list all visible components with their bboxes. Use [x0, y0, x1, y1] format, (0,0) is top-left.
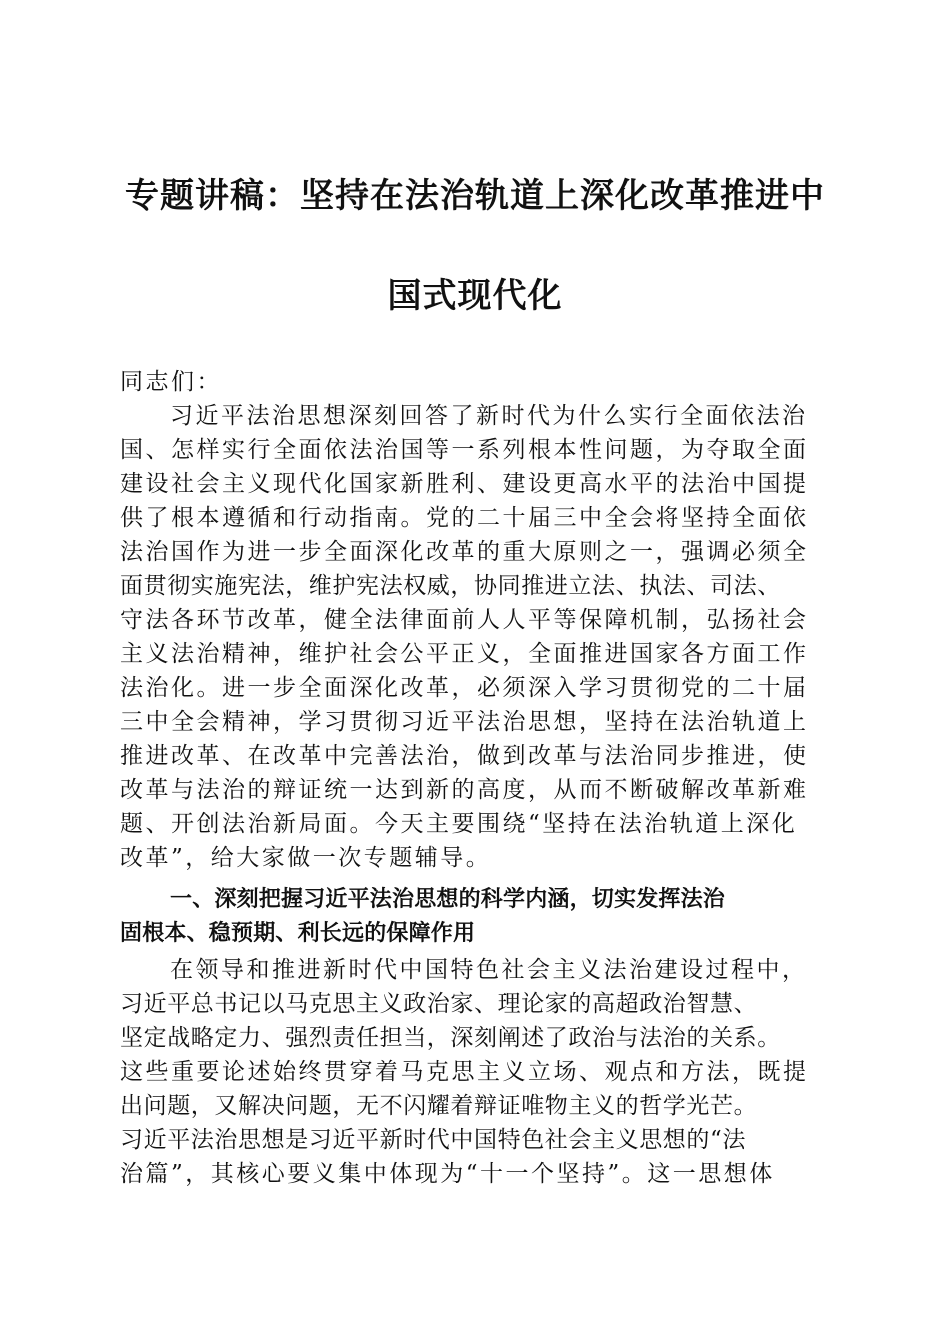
paragraph-line: 改革”，给大家做一次专题辅导。	[120, 845, 492, 871]
paragraph-line: 改革与法治的辩证统一达到新的高度，从而不断破解改革新难	[120, 777, 809, 803]
salutation: 同志们：	[120, 369, 222, 395]
document-title-line-1: 专题讲稿：坚持在法治轨道上深化改革推进中	[125, 176, 825, 216]
paragraph-line: 习近平法治思想是习近平新时代中国特色社会主义思想的“法	[120, 1127, 746, 1153]
document-title-line-2: 国式现代化	[387, 276, 563, 316]
paragraph-line: 主义法治精神，维护社会公平正义，全面推进国家各方面工作	[120, 641, 809, 667]
paragraph-line: 建设社会主义现代化国家新胜利、建设更高水平的法治中国提	[120, 471, 809, 497]
paragraph-line: 三中全会精神，学习贯彻习近平法治思想，坚持在法治轨道上	[120, 709, 809, 735]
paragraph-line: 面贯彻实施宪法，维护宪法权威，协同推进立法、执法、司法、	[120, 573, 781, 599]
paragraph-line: 法治国作为进一步全面深化改革的重大原则之一，强调必须全	[120, 539, 809, 565]
paragraph-line: 习近平总书记以马克思主义政治家、理论家的高超政治智慧、	[120, 991, 758, 1017]
paragraph-line: 推进改革、在改革中完善法治，做到改革与法治同步推进，使	[120, 743, 809, 769]
section-heading-line: 一、深刻把握习近平法治思想的科学内涵，切实发挥法治	[170, 887, 726, 912]
paragraph-line: 在领导和推进新时代中国特色社会主义法治建设过程中，	[170, 957, 808, 983]
paragraph-line: 治篇”，其核心要义集中体现为“十一个坚持”。这一思想体	[120, 1161, 775, 1187]
paragraph-line: 出问题，又解决问题，无不闪耀着辩证唯物主义的哲学光芒。	[120, 1093, 758, 1119]
paragraph-line: 守法各环节改革，健全法律面前人人平等保障机制，弘扬社会	[120, 607, 809, 633]
paragraph-line: 法治化。进一步全面深化改革，必须深入学习贯彻党的二十届	[120, 675, 809, 701]
paragraph-line: 这些重要论述始终贯穿着马克思主义立场、观点和方法，既提	[120, 1059, 809, 1085]
paragraph-line: 国、怎样实行全面依法治国等一系列根本性问题，为夺取全面	[120, 437, 809, 463]
paragraph-line: 供了根本遵循和行动指南。党的二十届三中全会将坚持全面依	[120, 505, 809, 531]
paragraph-line: 坚定战略定力、强烈责任担当，深刻阐述了政治与法治的关系。	[120, 1025, 781, 1051]
section-heading-line: 固根本、稳预期、利长远的保障作用	[120, 921, 476, 946]
paragraph-line: 题、开创法治新局面。今天主要围绕“坚持在法治轨道上深化	[120, 811, 798, 837]
paragraph-line: 习近平法治思想深刻回答了新时代为什么实行全面依法治	[170, 403, 808, 429]
